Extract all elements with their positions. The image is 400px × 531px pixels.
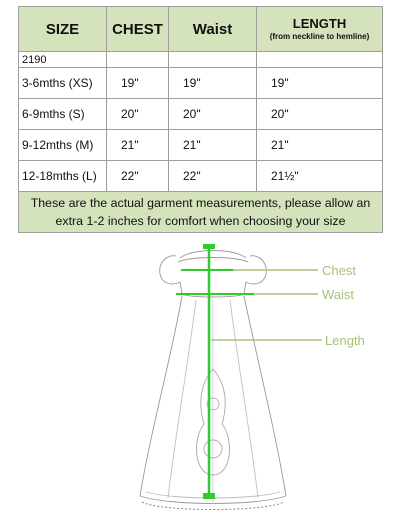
header-length-title: LENGTH [292,15,347,31]
header-waist: Waist [169,7,257,52]
fit-note: These are the actual garment measurements, please allow an extra 1-2 inches for comfort when choosing your size [19,192,383,233]
gown-measurement-diagram [0,234,400,531]
header-chest: CHEST [107,7,169,52]
christening-gown-illustration [140,251,286,510]
size-cell: 9-12mths (M) [19,130,107,161]
leader-lines [211,270,322,340]
waist-cell: 20" [169,99,257,130]
table-row [19,130,383,161]
size-cell: 12-18mths (L) [19,161,107,192]
length-label: Length [325,333,365,348]
header-length [257,7,383,52]
length-cell: 20" [257,99,383,130]
chest-cell: 19" [107,68,169,99]
chest-cell: 22" [107,161,169,192]
chest-cell: 20" [107,99,169,130]
header-length-note: (from neckline to hemline) [269,31,370,41]
note-row [19,192,383,233]
length-cell: 19" [257,68,383,99]
waist-cell: 21" [169,130,257,161]
length-top-marker [203,244,215,249]
style-code: 2190 [19,52,107,68]
chest-label: Chest [322,263,356,278]
table-header-row [19,7,383,52]
waist-label: Waist [322,287,355,302]
size-cell: 3-6mths (XS) [19,68,107,99]
header-size: SIZE [19,7,107,52]
table-row [19,68,383,99]
size-chart-table [18,6,383,233]
style-code-row [19,52,383,68]
length-cell: 21½" [257,161,383,192]
size-cell: 6-9mths (S) [19,99,107,130]
table-row [19,99,383,130]
chest-cell: 21" [107,130,169,161]
length-bottom-marker [203,493,215,499]
waist-cell: 22" [169,161,257,192]
length-cell: 21" [257,130,383,161]
table-row [19,161,383,192]
waist-cell: 19" [169,68,257,99]
